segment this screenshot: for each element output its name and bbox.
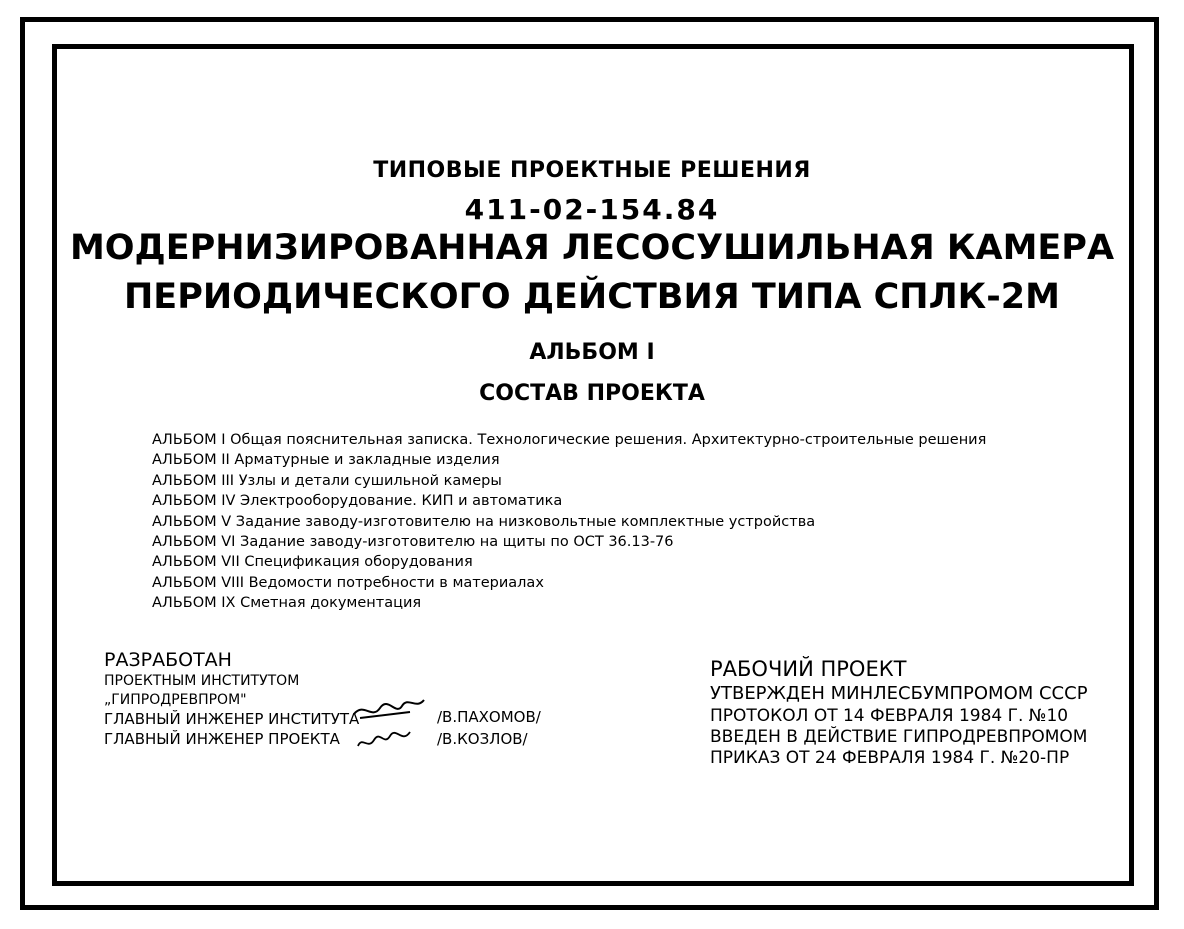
developer-line-1: ПРОЕКТНЫМ ИНСТИТУТОМ bbox=[104, 673, 300, 689]
series-title: ТИПОВЫЕ ПРОЕКТНЫЕ РЕШЕНИЯ bbox=[373, 158, 811, 183]
developer-line-2: „ГИПРОДРЕВПРОМ" bbox=[104, 692, 247, 708]
album-item: АЛЬБОМ I Общая пояснительная записка. Технологические решения. Архитектурно-строительные решения bbox=[152, 432, 987, 448]
main-title-line-2: ПЕРИОДИЧЕСКОГО ДЕЙСТВИЯ ТИПА СПЛК-2М bbox=[124, 277, 1060, 317]
album-item: АЛЬБОМ VIII Ведомости потребности в материалах bbox=[152, 574, 544, 591]
chief-institute-name: /В.ПАХОМОВ/ bbox=[437, 708, 541, 726]
developer-block bbox=[104, 648, 299, 710]
album-label: АЛЬБОМ I bbox=[529, 340, 655, 365]
chief-project-name: /В.КОЗЛОВ/ bbox=[437, 730, 528, 748]
album-list bbox=[152, 430, 986, 614]
approval-line-4: ПРИКАЗ ОТ 24 ФЕВРАЛЯ 1984 Г. №20-ПР bbox=[710, 748, 1070, 768]
album-item: АЛЬБОМ V Задание заводу-изготовителю на низковольтные комплектные устройства bbox=[152, 513, 816, 530]
document-code: 411-02-154.84 bbox=[464, 193, 720, 226]
chief-institute-label: ГЛАВНЫЙ ИНЖЕНЕР ИНСТИТУТА bbox=[104, 710, 360, 728]
signature-pakhomov bbox=[350, 696, 430, 726]
album-item: АЛЬБОМ VII Спецификация оборудования bbox=[152, 554, 473, 571]
composition-heading: СОСТАВ ПРОЕКТА bbox=[479, 381, 705, 406]
approval-block bbox=[710, 656, 1088, 769]
album-item: АЛЬБОМ II Арматурные и закладные изделия bbox=[152, 452, 500, 469]
album-item: АЛЬБОМ IV Электрооборудование. КИП и автоматика bbox=[152, 493, 563, 510]
approval-line-2: ПРОТОКОЛ ОТ 14 ФЕВРАЛЯ 1984 Г. №10 bbox=[710, 706, 1069, 726]
chief-project-label: ГЛАВНЫЙ ИНЖЕНЕР ПРОЕКТА bbox=[104, 730, 340, 748]
approval-title: РАБОЧИЙ ПРОЕКТ bbox=[710, 657, 907, 681]
album-item: АЛЬБОМ IX Сметная документация bbox=[152, 595, 422, 612]
album-item: АЛЬБОМ VI Задание заводу-изготовителю на щиты по ОСТ 36.13-76 bbox=[152, 534, 674, 551]
album-item: АЛЬБОМ III Узлы и детали сушильной камеры bbox=[152, 472, 502, 489]
developer-title: РАЗРАБОТАН bbox=[104, 649, 232, 671]
approval-line-3: ВВЕДЕН В ДЕЙСТВИЕ ГИПРОДРЕВПРОМОМ bbox=[710, 727, 1088, 747]
signature-kozlov bbox=[354, 724, 416, 754]
main-title-line-1: МОДЕРНИЗИРОВАННАЯ ЛЕСОСУШИЛЬНАЯ КАМЕРА bbox=[69, 228, 1115, 268]
approval-line-1: УТВЕРЖДЕН МИНЛЕСБУМПРОМОМ СССР bbox=[710, 683, 1088, 704]
